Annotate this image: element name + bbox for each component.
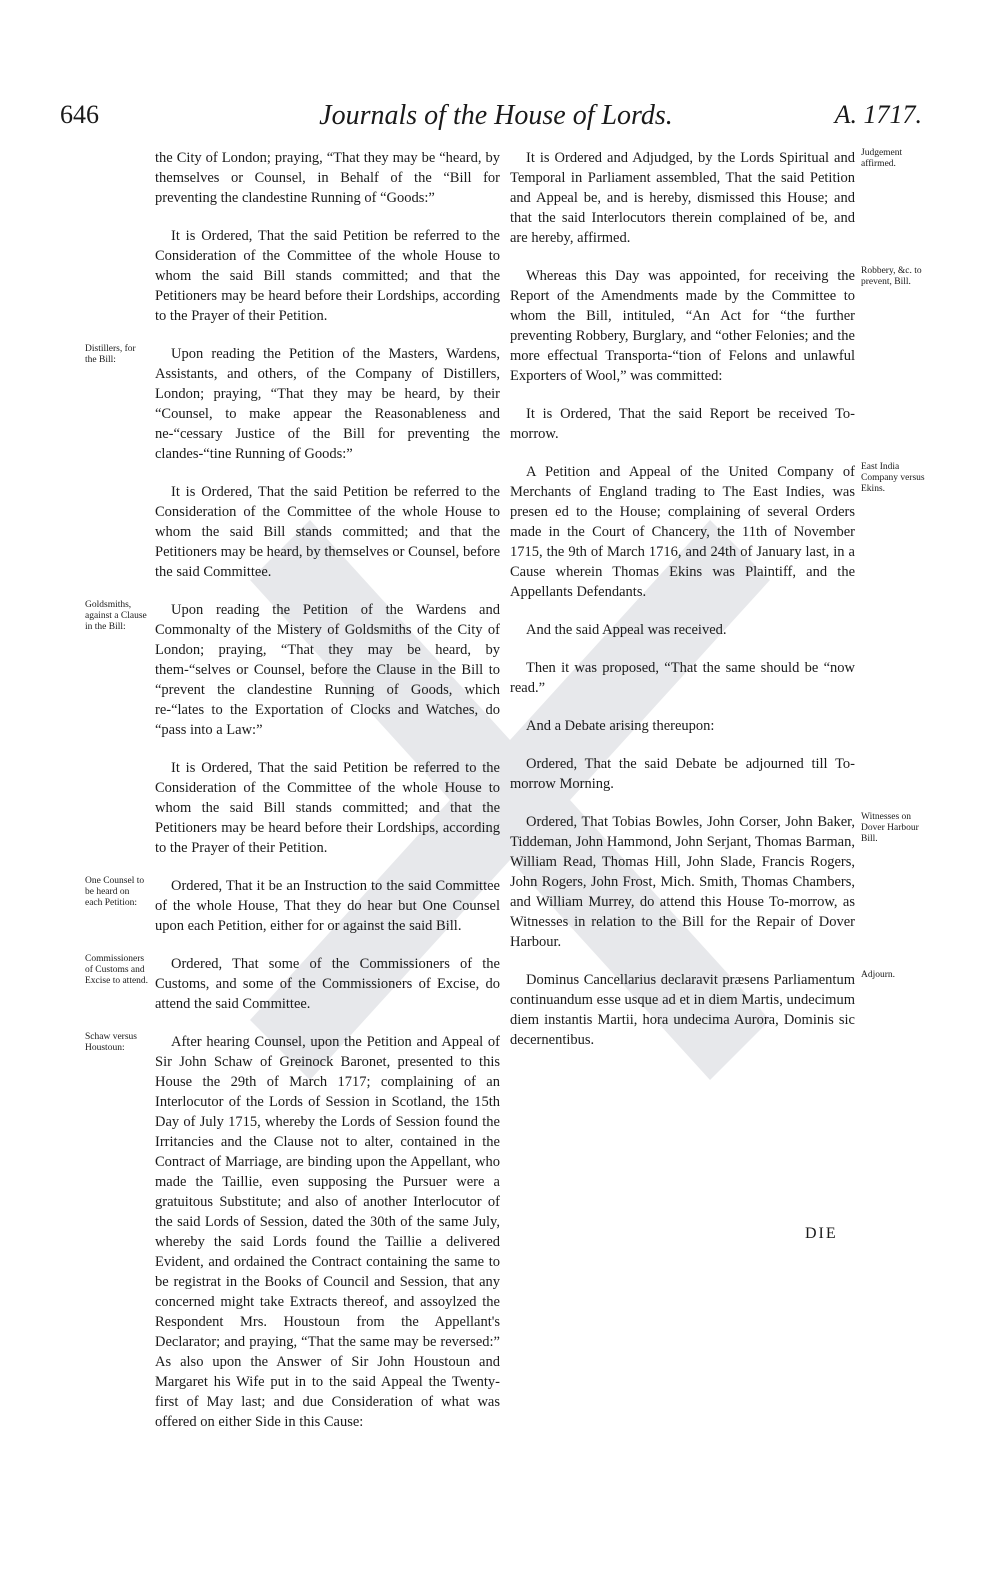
entry-text: It is Ordered and Adjudged, by the Lords Spiritual and Temporal in Parliament assembled, That the said Petition and Appeal be, and is hereby, dismissed this House; and that the said Interlocutors therein complained of be, and are hereby, affirmed. bbox=[510, 150, 855, 246]
margin-note: One Counsel to be heard on each Petition: bbox=[85, 876, 145, 908]
entry-text: It is Ordered, That the said Petition be referred to the Consideration of the Committee of the whole House to whom the said Bill stands committed; and that the Petitioners may be heard before their Lordships, according to the Prayer of their Petition. bbox=[155, 760, 500, 856]
margin-note: Robbery, &c. to prevent, Bill. bbox=[861, 266, 922, 287]
entry-text: Upon reading the Petition of the Wardens and Commonalty of the Mistery of Goldsmiths of the City of London; praying, “That they may be heard, by them-“selves or Counsel, before the Clause in the Bill to “prevent the clandestine Running of Goods, which re-“lates to the Exportation of Clocks and Watches, do “pass into a Law:” bbox=[155, 602, 500, 738]
right-column bbox=[510, 148, 925, 1068]
entry-text: Whereas this Day was appointed, for receiving the Report of the Amendments made by the Committee to whom the Bill, intituled, “An Act for “the further preventing Robbery, Burglary, and “other Felonies; and the more effectual Transporta-“tion of Felons and unlawful Exporters of Wool,” was committed: bbox=[510, 268, 855, 384]
running-title: Journals of the House of Lords. bbox=[319, 100, 673, 131]
entry-right-7 bbox=[510, 754, 855, 794]
entry-right-3 bbox=[510, 462, 925, 602]
entry-text: A Petition and Appeal of the United Company of Merchants of England trading to The East Indies, was presen ed to the House; complaining of several Orders made in the Court of Chancery, the 11th of November 1715, the 9th of March 1716, and 24th of January last, in a Cause wherein Thomas Ekins was Plaintiff, and the Appellants Defendants. bbox=[510, 464, 855, 600]
entry-left-8 bbox=[85, 1032, 500, 1432]
entry-left-6 bbox=[85, 876, 500, 936]
entry-text: Ordered, That the said Debate be adjourned till To-morrow Morning. bbox=[510, 756, 855, 792]
margin-note: East India Company versus Ekins. bbox=[861, 462, 925, 494]
entry-text: And a Debate arising thereupon: bbox=[526, 718, 715, 734]
margin-note: Goldsmiths, against a Clause in the Bill: bbox=[85, 600, 147, 632]
entry-text: And the said Appeal was received. bbox=[526, 622, 727, 638]
entry-text: Ordered, That it be an Instruction to the said Committee of the whole House, That they do hear but One Counsel upon each Petition, either for or against the said Bill. bbox=[155, 878, 500, 934]
entry-text: Ordered, That some of the Commissioners of the Customs, and some of the Commissioners of Excise, do attend the said Committee. bbox=[155, 956, 500, 1012]
entry-text: It is Ordered, That the said Report be received To-morrow. bbox=[510, 406, 855, 442]
entry-right-5 bbox=[510, 658, 855, 698]
entry-left-7 bbox=[85, 954, 500, 1014]
entry-left-2 bbox=[85, 344, 500, 464]
margin-note: Witnesses on Dover Harbour Bill. bbox=[861, 812, 919, 844]
entry-text: the City of London; praying, “That they may be “heard, by themselves or Counsel, in Behalf of the “Bill for preventing the clandestine Running of “Goods:” bbox=[155, 150, 500, 206]
entry-text: Then it was proposed, “That the same should be “now read.” bbox=[510, 660, 855, 696]
entry-right-8 bbox=[510, 812, 919, 952]
entry-text: Upon reading the Petition of the Masters, Wardens, Assistants, and others, of the Company of Distillers, London; praying, “That they may be heard, by their “Counsel, to make appear the Reasonableness and ne-“cessary Justice of the Bill for preventing the clandes-“tine Running of Goods:” bbox=[155, 346, 500, 462]
margin-note: Commissioners of Customs and Excise to attend. bbox=[85, 954, 149, 986]
entry-text: It is Ordered, That the said Petition be referred to the Consideration of the Committee of the whole House to whom the said Bill stands committed; and that the Petitioners may be heard before their Lordships, according to the Prayer of their Petition. bbox=[155, 228, 500, 324]
running-year: A. 1717. bbox=[834, 100, 922, 129]
entry-text: Dominus Cancellarius declaravit præsens Parliamentum continuandum esse usque ad et in diem Martis, undecimum diem instantis Martii, hora undecima Aurora, Dominis sic decernentibus. bbox=[510, 972, 855, 1048]
entry-right-9 bbox=[510, 970, 896, 1050]
entry-right-4 bbox=[510, 620, 855, 640]
margin-note: Schaw versus Houstoun: bbox=[85, 1032, 137, 1053]
entry-left-1 bbox=[155, 226, 500, 326]
entry-right-6 bbox=[510, 716, 855, 736]
margin-note: Distillers, for the Bill: bbox=[85, 344, 136, 365]
margin-note: Adjourn. bbox=[861, 970, 896, 980]
entry-left-4 bbox=[85, 600, 500, 740]
entry-right-0 bbox=[510, 148, 903, 248]
left-column bbox=[85, 148, 500, 1450]
margin-note: Judgement affirmed. bbox=[861, 148, 903, 169]
entry-right-1 bbox=[510, 266, 922, 386]
entry-right-2 bbox=[510, 404, 855, 444]
entry-text: Ordered, That Tobias Bowles, John Corser, John Baker, Tiddeman, John Hammond, John Serjant, Thomas Barman, William Read, Thomas Hill, John Slade, Francis Rogers, John Rogers, John Frost, Mich. Smith, Thomas Chambers, and William Murrey, do attend this House To-morrow, as Witnesses in relation to the Bill for the Repair of Dover Harbour. bbox=[510, 814, 855, 950]
entry-left-0 bbox=[155, 148, 500, 208]
entry-left-5 bbox=[155, 758, 500, 858]
entry-text: After hearing Counsel, upon the Petition and Appeal of Sir John Schaw of Greinock Baronet, presented to this House the 29th of March 1717; complaining of an Interlocutor of the Lords of Session in Scotland, the 15th Day of July 1715, whereby the Lords of Session found the Irritancies and the Clause not to alter, contained in the Contract of Marriage, are binding upon the Appellant, who made the Taillie, even supposing the Pursuer were a gratuitous Substitute; and also of another Interlocutor of the said Lords of Session, dated the 30th of the same July, whereby the said Lords found the Taillie a delivered Evident, and ordained the Contract containing the same to be registrat in the Books of Council and Session, that any concerned might take Extracts thereof, and assoylzed the Respondent Mrs. Houstoun from the Appellant's Declarator; and praying, “That the same may be reversed:” As also upon the Answer of Sir John Houstoun and Margaret his Wife put in to the said Appeal the Twenty-first of May last; and due Consideration of what was offered on either Side in this Cause: bbox=[155, 1034, 500, 1430]
page-number: 646 bbox=[60, 100, 99, 129]
catchword: DIE bbox=[805, 1225, 838, 1242]
entry-text: It is Ordered, That the said Petition be referred to the Consideration of the Committee of the whole House to whom the said Bill stands committed; and that the Petitioners may be heard, by themselves or Counsel, before the said Committee. bbox=[155, 484, 500, 580]
entry-left-3 bbox=[155, 482, 500, 582]
